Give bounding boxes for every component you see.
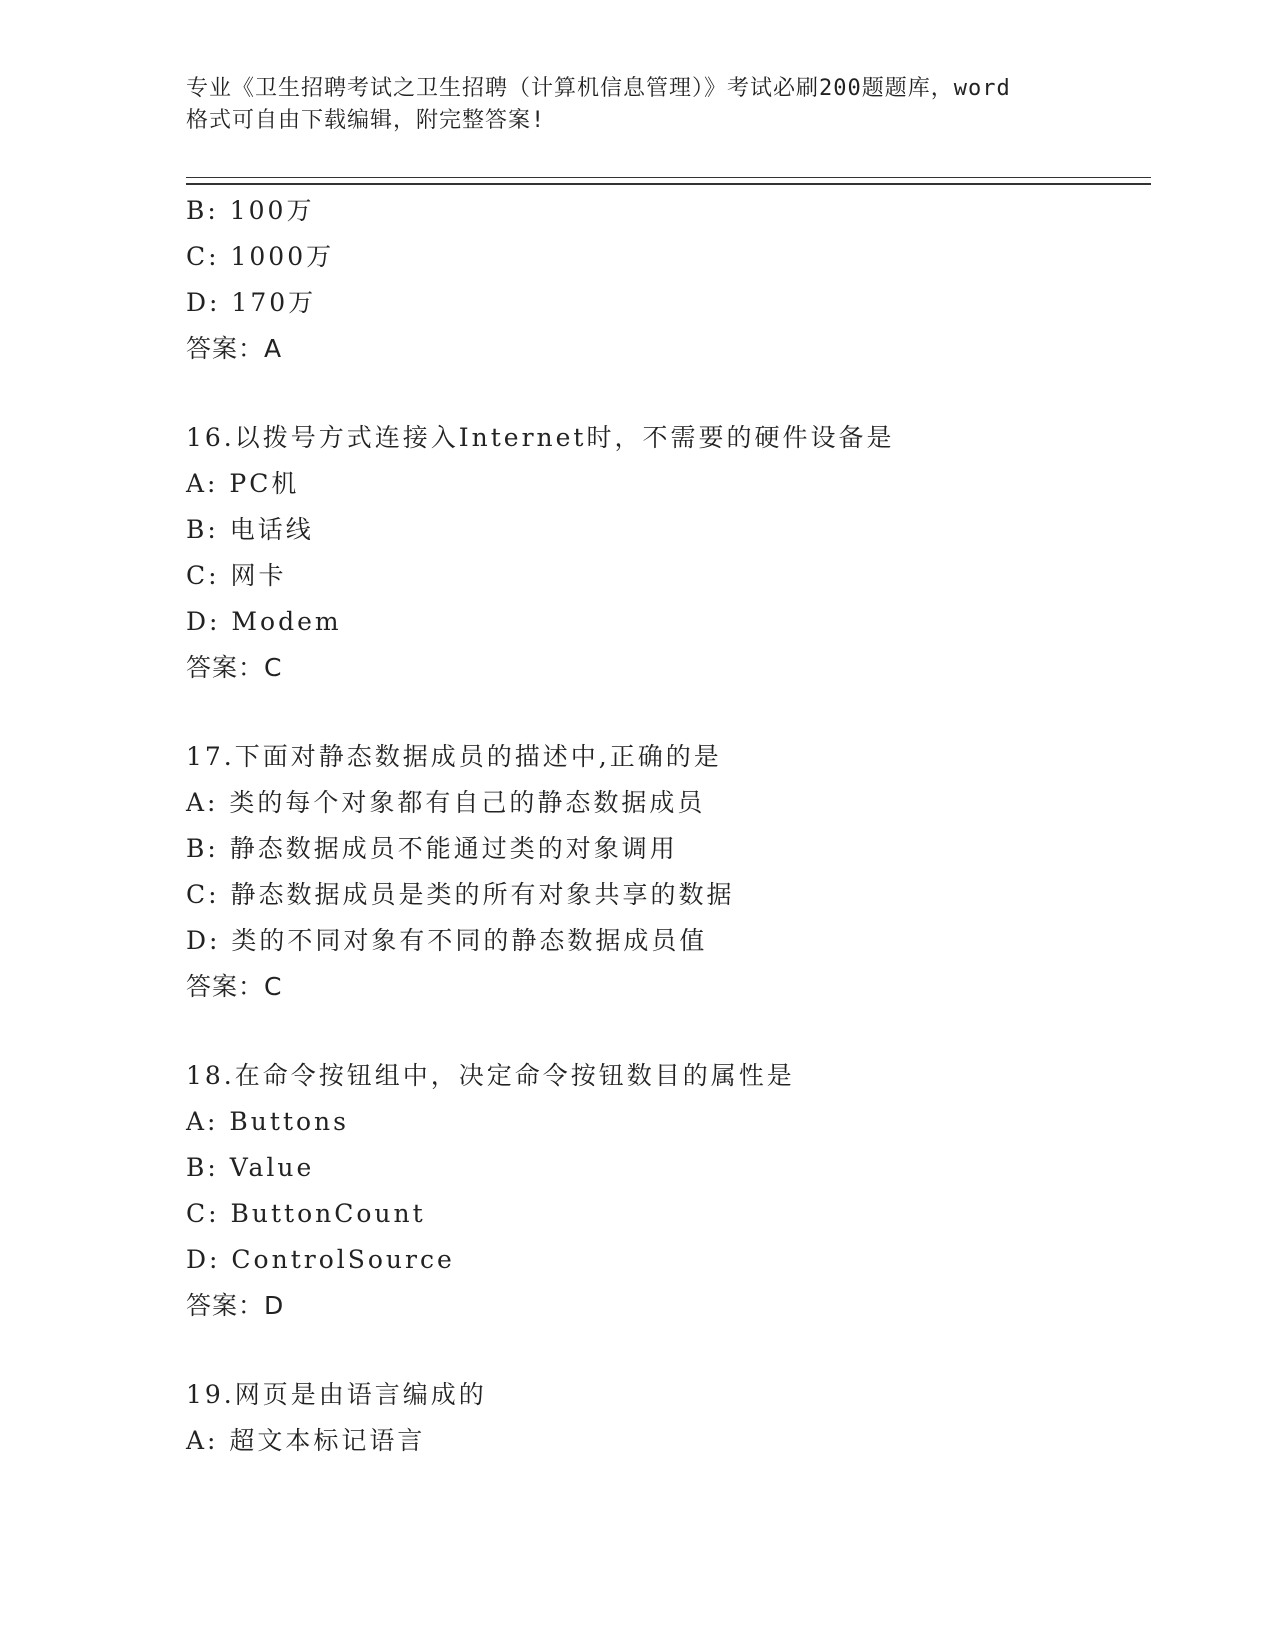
- header-divider: [186, 177, 1151, 185]
- option-b: B: 100万: [186, 196, 315, 225]
- answer-line: 答案：A: [186, 334, 283, 363]
- option-a: A: 超文本标记语言: [186, 1426, 426, 1455]
- option-a: A: Buttons: [186, 1107, 349, 1136]
- option-b: B: 静态数据成员不能通过类的对象调用: [186, 834, 678, 863]
- question-stem: 18.在命令按钮组中，决定命令按钮数目的属性是: [186, 1061, 795, 1090]
- answer-line: 答案：D: [186, 1291, 285, 1320]
- question-16: [186, 415, 1151, 691]
- answer-line: 答案：C: [186, 972, 283, 1001]
- spacer: [186, 372, 1151, 415]
- option-a: A: 类的每个对象都有自己的静态数据成员: [186, 788, 706, 817]
- spacer: [186, 1329, 1151, 1372]
- option-d: D: ControlSource: [186, 1245, 455, 1274]
- answer-line: 答案：C: [186, 653, 283, 682]
- carryover-block: [186, 188, 1151, 372]
- question-18: [186, 1053, 1151, 1329]
- option-b: B: Value: [186, 1153, 315, 1182]
- document-header: [186, 73, 1151, 137]
- option-c: C: 网卡: [186, 561, 287, 590]
- question-17: [186, 734, 1151, 1010]
- option-c: C: 静态数据成员是类的所有对象共享的数据: [186, 880, 735, 909]
- option-a: A: PC机: [186, 469, 300, 498]
- question-stem: 16.以拨号方式连接入Internet时，不需要的硬件设备是: [186, 423, 895, 452]
- spacer: [186, 691, 1151, 734]
- option-d: D: Modem: [186, 607, 342, 636]
- header-line-2: 格式可自由下载编辑，附完整答案!: [186, 108, 546, 133]
- option-d: D: 类的不同对象有不同的静态数据成员值: [186, 926, 708, 955]
- question-19: [186, 1372, 1151, 1464]
- option-c: C: ButtonCount: [186, 1199, 426, 1228]
- question-list: [186, 188, 1151, 1464]
- header-line-1: 专业《卫生招聘考试之卫生招聘（计算机信息管理）》考试必刷200题题库，word: [186, 76, 1011, 101]
- spacer: [186, 1010, 1151, 1053]
- option-c: C: 1000万: [186, 242, 335, 271]
- option-d: D: 170万: [186, 288, 317, 317]
- question-stem: 17.下面对静态数据成员的描述中,正确的是: [186, 742, 722, 771]
- option-b: B: 电话线: [186, 515, 314, 544]
- question-stem: 19.网页是由语言编成的: [186, 1380, 487, 1409]
